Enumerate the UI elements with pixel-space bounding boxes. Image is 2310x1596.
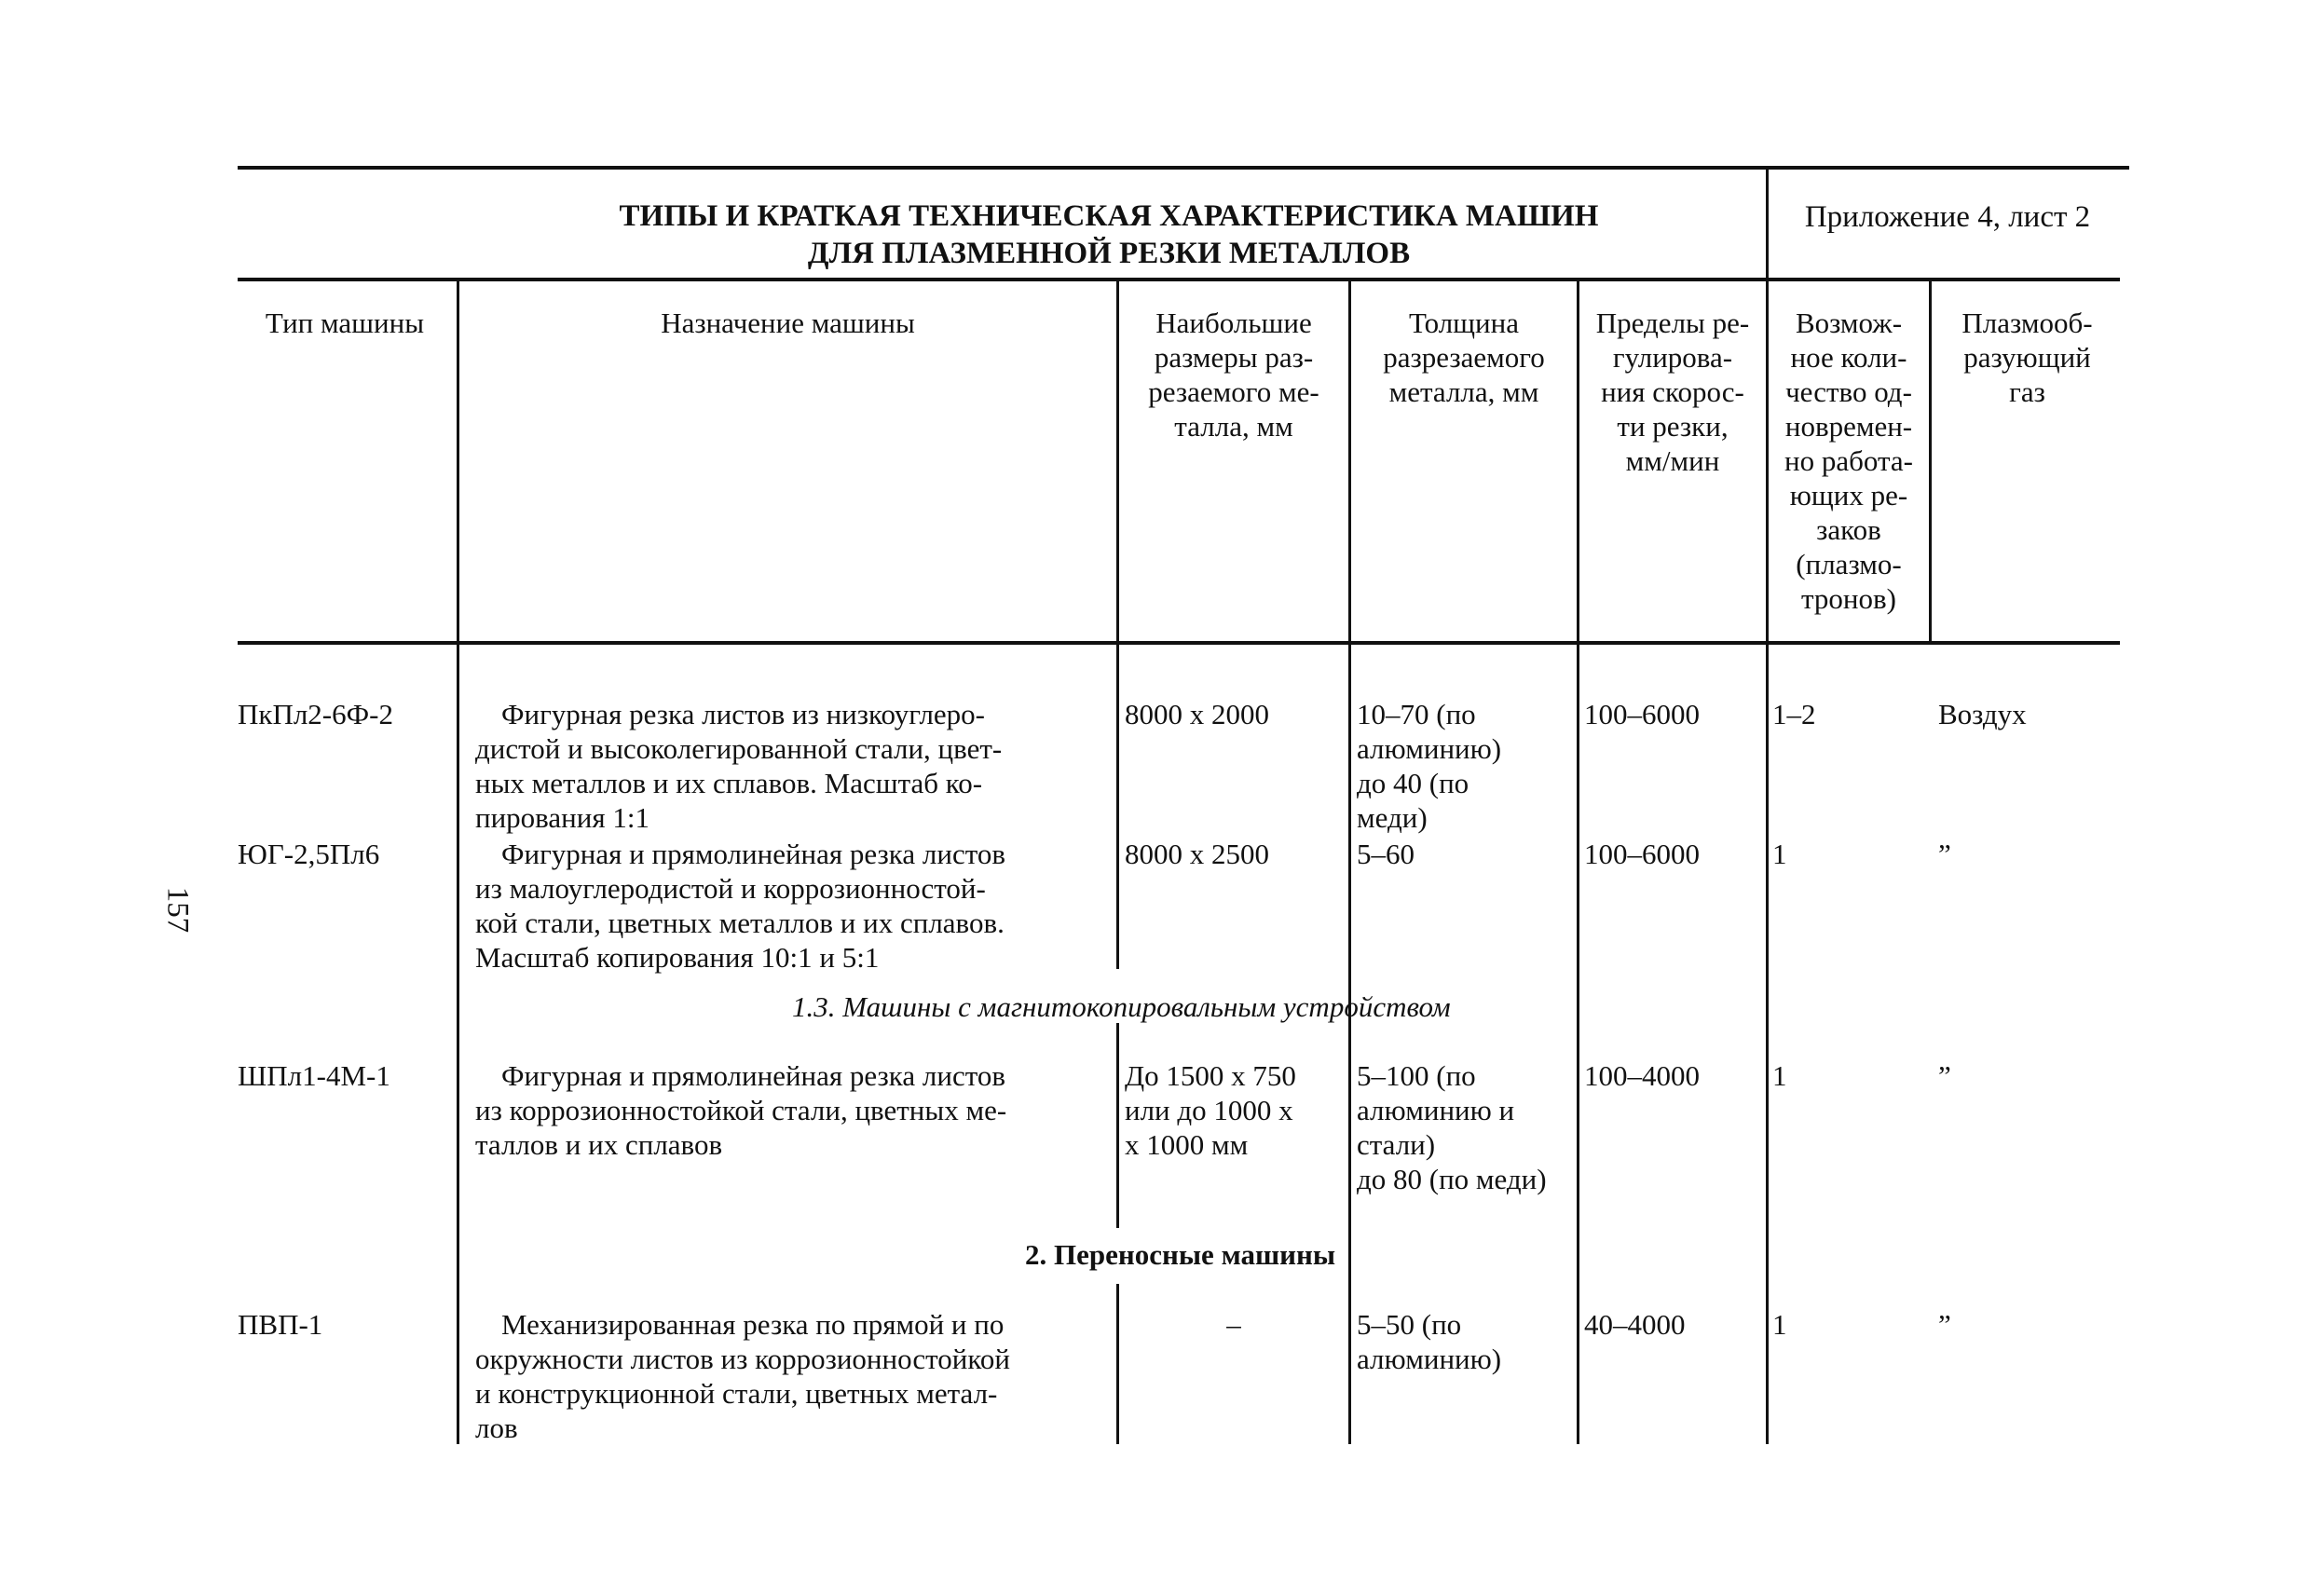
row4-type: ПВП-1 [238,1308,323,1341]
row1-type: ПкПл2-6Ф-2 [238,698,393,730]
row2-purpose: Фигурная и прямолинейная резка листов из малоуглеродистой и коррозионностой- кой стали, цветных металлов и их сплавов. Масштаб копирования 10:1 и 5:1 [475,838,1005,974]
row1-purpose: Фигурная резка листов из низкоуглеро- дистой и высоколегированной стали, цвет- ных металлов и их сплавов. Масштаб ко- пирования 1:1 [475,698,1003,834]
row3-cutters: 1 [1772,1059,1787,1092]
row4-purpose: Механизированная резка по прямой и по окружности листов из коррозионностойкой и конструкционной стали, цветных метал- лов [475,1308,1010,1444]
col-header-thickness: Толщина разрезаемого металла, мм [1383,307,1545,408]
page-number: 157 [160,886,195,934]
columns-rule [238,641,2120,645]
col-header-speed: Пределы ре- гулирова- ния скорос- ти резки, мм/мин [1595,307,1750,477]
row3-thickness: 5–100 (по алюминию и стали) до 80 (по меди) [1357,1059,1547,1195]
row3-gas: ” [1938,1059,1951,1092]
row4-gas: ” [1938,1308,1951,1341]
row3-purpose: Фигурная и прямолинейная резка листов из коррозионностойкой стали, цветных ме- таллов и их сплавов [475,1059,1007,1161]
col-header-purpose: Назначение машины [661,307,915,339]
col-header-type: Тип машины [265,307,425,339]
row2-size: 8000 х 2500 [1125,838,1269,870]
row3-type: ШПл1-4М-1 [238,1059,390,1092]
row2-speed: 100–6000 [1584,838,1700,870]
header-rule [238,278,2120,281]
row4-cutters: 1 [1772,1308,1787,1341]
top-rule [238,166,2129,170]
row3-size: До 1500 х 750 или до 1000 х х 1000 мм [1125,1059,1296,1161]
col-header-size: Наибольшие размеры раз- резаемого ме- талла, мм [1148,307,1319,443]
appendix-divider [1766,166,1769,280]
col-header-gas: Плазмооб- разующий газ [1961,307,2093,408]
row3-speed: 100–4000 [1584,1059,1700,1092]
section-magnetic: 1.3. Машины с магнитокопировальным устройством [792,990,1451,1023]
row2-cutters: 1 [1772,838,1787,870]
col-header-cutters: Возмож- ное коли- чество од- новремен- но работа- ющих ре- заков (плазмо- тронов) [1784,307,1913,615]
section-portable: 2. Переносные машины [1025,1238,1336,1271]
row1-cutters: 1–2 [1772,698,1816,730]
col-divider-1 [457,280,459,1444]
row4-size: – [1226,1308,1241,1341]
row1-thickness: 10–70 (по алюминию) до 40 (по меди) [1357,698,1502,834]
row2-type: ЮГ-2,5Пл6 [238,838,380,870]
row1-gas: Воздух [1938,698,2027,730]
row2-gas: ” [1938,838,1951,870]
row4-thickness: 5–50 (по алюминию) [1357,1308,1502,1375]
row2-thickness: 5–60 [1357,838,1415,870]
appendix-label: Приложение 4, лист 2 [1804,200,2091,234]
row4-speed: 40–4000 [1584,1308,1686,1341]
title-line-1: ТИПЫ И КРАТКАЯ ТЕХНИЧЕСКАЯ ХАРАКТЕРИСТИКА МАШИН [619,199,1599,233]
title-line-2: ДЛЯ ПЛАЗМЕННОЙ РЕЗКИ МЕТАЛЛОВ [807,237,1411,270]
row1-size: 8000 х 2000 [1125,698,1269,730]
row1-speed: 100–6000 [1584,698,1700,730]
table-title [457,198,1761,272]
